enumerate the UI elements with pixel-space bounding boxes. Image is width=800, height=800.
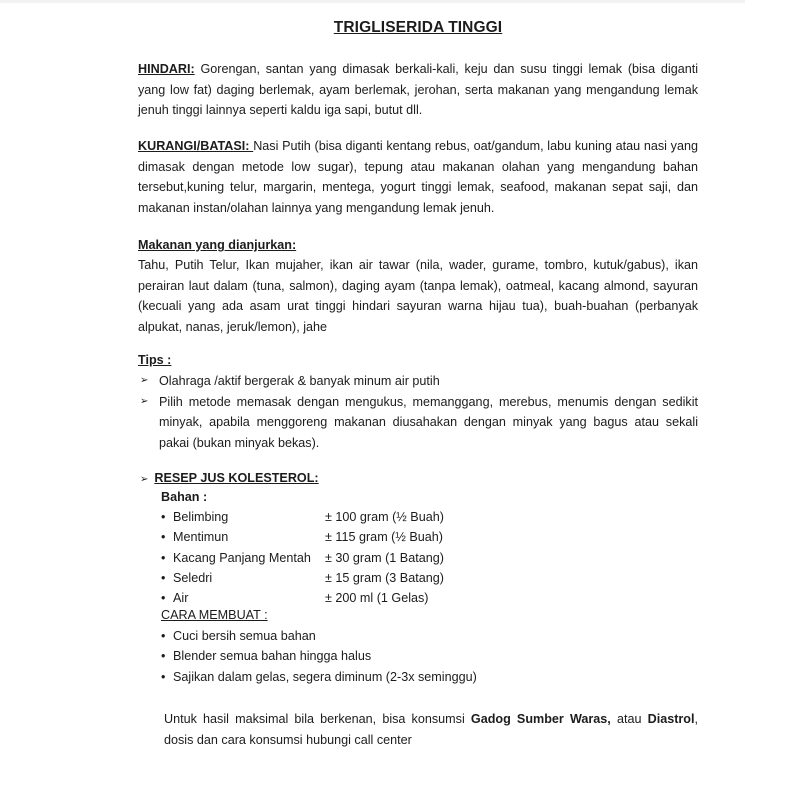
section-hindari: [138, 59, 698, 121]
hindari-text: Gorengan, santan yang dimasak berkali-kali, keju dan susu tinggi lemak (bisa diganti yang low fat) daging berlemak, ayam berlemak, jerohan, serta makanan yang mengandung lemak jenuh tinggi lainnya seperti kaldu iga sapi, butut dll.: [138, 62, 698, 118]
tip-text: Pilih metode memasak dengan mengukus, memanggang, merebus, menumis dengan sedikit minyak, apabila menggoreng makanan diusahakan dengan minyak yang bagus atau sekali pakai (bukan minyak bekas).: [159, 394, 698, 450]
step-list: [161, 626, 561, 687]
ingredient-name: Kacang Panjang Mentah: [173, 550, 311, 565]
step-row: [161, 646, 561, 666]
ingredient-qty: ± 115 gram (½ Buah): [325, 530, 443, 545]
tip-item: [138, 392, 698, 454]
closing-note: [164, 709, 698, 750]
bullet-icon: •: [161, 530, 166, 545]
ingredient-row: [161, 507, 501, 527]
step-text: Blender semua bahan hingga halus: [173, 649, 372, 664]
product-name-diastrol: Diastrol: [647, 712, 695, 726]
top-edge-strip: [0, 0, 745, 3]
note-text-mid: atau: [610, 712, 648, 726]
ingredient-list: [161, 507, 501, 608]
step-row: [161, 667, 561, 687]
step-text: Cuci bersih semua bahan: [173, 629, 316, 643]
tip-item: [138, 371, 698, 392]
tips-heading: Tips :: [138, 353, 172, 367]
bullet-icon: •: [161, 591, 166, 606]
arrow-bullet-icon: ➢: [140, 474, 149, 485]
cara-membuat-heading: CARA MEMBUAT :: [161, 608, 268, 622]
ingredient-row: [161, 568, 501, 588]
ingredient-row: [161, 548, 501, 568]
ingredient-name: Air: [173, 591, 189, 606]
bullet-icon: •: [161, 550, 166, 565]
hindari-label: HINDARI:: [138, 62, 195, 76]
kurangi-label: KURANGI/BATASI:: [138, 139, 254, 153]
ingredient-qty: ± 30 gram (1 Batang): [325, 550, 444, 565]
bullet-icon: •: [161, 570, 166, 585]
bullet-icon: •: [161, 669, 166, 684]
ingredient-qty: ± 200 ml (1 Gelas): [325, 591, 429, 606]
note-text-pre: Untuk hasil maksimal bila berkenan, bisa konsumsi: [164, 712, 471, 726]
tips-list: [138, 371, 698, 453]
bahan-label: Bahan :: [161, 490, 208, 504]
recipe-title-text: RESEP JUS KOLESTEROL:: [154, 471, 319, 485]
step-text: Sajikan dalam gelas, segera diminum (2-3x seminggu): [173, 669, 477, 684]
bullet-icon: •: [161, 629, 166, 643]
note-text-post: , dosis dan cara konsumsi hubungi call center: [164, 712, 698, 747]
step-row: [161, 626, 561, 646]
product-name-gadog: Gadog Sumber Waras,: [470, 712, 611, 726]
tip-text: Olahraga /aktif bergerak & banyak minum air putih: [159, 374, 440, 388]
section-kurangi: [138, 136, 698, 218]
arrow-bullet-icon: ➢: [140, 375, 149, 386]
ingredient-row: [161, 588, 501, 608]
ingredient-qty: ± 15 gram (3 Batang): [325, 570, 444, 585]
bullet-icon: •: [161, 649, 166, 664]
ingredient-qty: ± 100 gram (½ Buah): [325, 510, 444, 524]
dianjurkan-heading: Makanan yang dianjurkan:: [138, 238, 297, 252]
document-title: TRIGLISERIDA TINGGI: [333, 19, 503, 36]
bullet-icon: •: [161, 510, 166, 524]
recipe-title: [140, 471, 319, 485]
ingredient-row: [161, 527, 501, 547]
ingredient-name: Mentimun: [173, 530, 229, 545]
arrow-bullet-icon: ➢: [140, 395, 149, 407]
dianjurkan-text: Tahu, Putih Telur, Ikan mujaher, ikan air tawar (nila, wader, gurame, tombro, kutuk/gabus), ikan perairan laut dalam (tuna, salmon), daging ayam (tanpa lemak), oatmeal, kacang almond, sayuran (kecuali yang ada asam urat tinggi hindari sayuran warna hijau tua), buah-buahan (perbanyak alpukat, nanas, jeruk/lemon), jahe: [138, 258, 698, 334]
ingredient-name: Belimbing: [173, 510, 229, 524]
ingredient-name: Seledri: [173, 570, 213, 585]
kurangi-text: Nasi Putih (bisa diganti kentang rebus, oat/gandum, labu kuning atau nasi yang dimasak dengan metode low sugar), tepung atau makanan olahan yang mengandung bahan tersebut,kuning telur, margarin, mentega, yogurt tinggi lemak, seafood, makanan sepat saji, dan makanan instan/olahan lainnya yang mengandung lemak jenuh.: [138, 139, 698, 215]
